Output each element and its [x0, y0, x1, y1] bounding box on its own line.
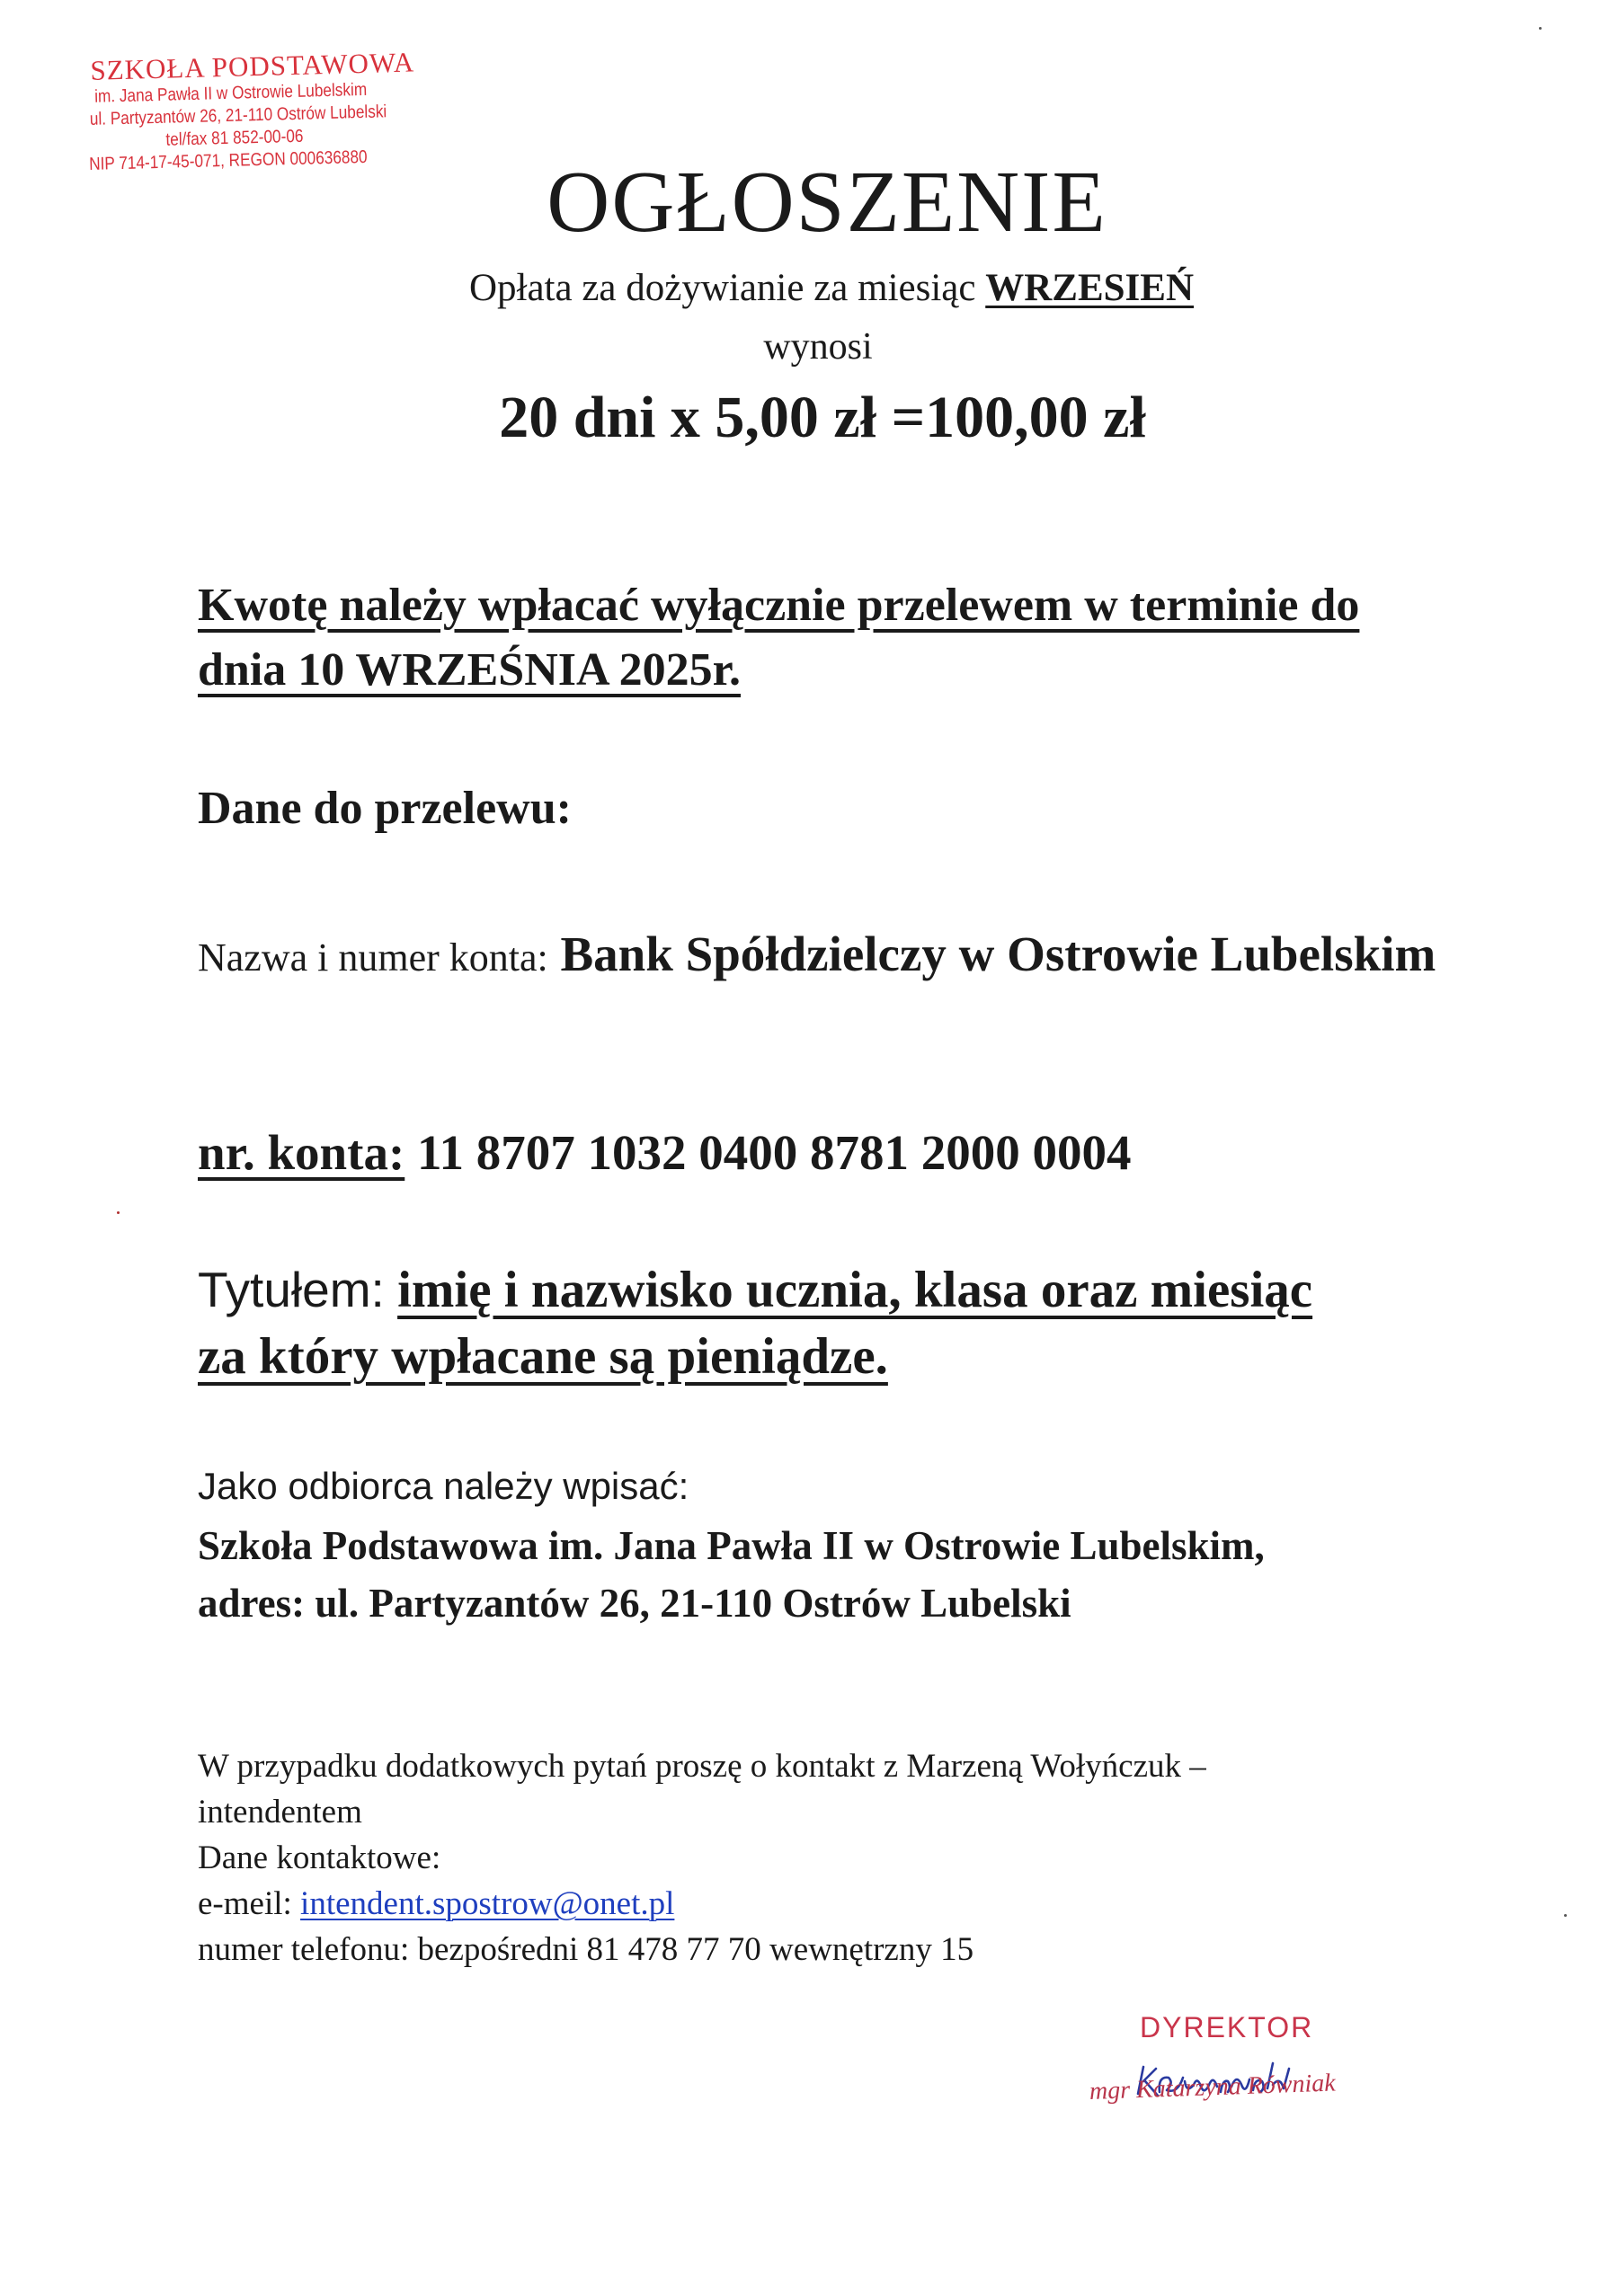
scan-speck: [1564, 1914, 1567, 1917]
contact-phone: numer telefonu: bezpośredni 81 478 77 70 wewnętrzny 15: [198, 1931, 974, 1968]
stamp-line-address: ul. Partyzantów 26, 21-110 Ostrów Lubelski: [89, 102, 387, 129]
director-label: DYREKTOR: [1140, 2011, 1314, 2043]
bank-info: [198, 920, 1474, 992]
director-name: mgr Katarzyna Równiak: [1089, 2069, 1337, 2105]
stamp-line-name: im. Jana Pawła II w Ostrowie Lubelskim: [93, 79, 368, 107]
wynosi-label: wynosi: [763, 326, 873, 368]
transfer-data-heading: Dane do przelewu:: [198, 783, 572, 834]
stamp-title: SZKOŁA PODSTAWOWA: [89, 46, 415, 86]
bank-name: Bank Spółdzielczy w Ostrowie Lubelskim: [560, 926, 1436, 981]
month-name: WRZESIEŃ: [985, 267, 1195, 309]
fee-subtitle: [0, 265, 1618, 312]
transfer-title-info: [198, 1256, 1330, 1390]
recipient-value: Szkoła Podstawowa im. Jana Pawła II w Ostrowie Lubelskim, adres: ul. Partyzantów 26, 21-110 Ostrów Lubelski: [198, 1523, 1265, 1626]
transfer-title-label: Tytułem:: [198, 1262, 385, 1317]
contact-line-role: intendentem: [198, 1794, 362, 1831]
account-info: [198, 1123, 1456, 1183]
subtitle-prefix: Opłata za dożywianie za miesiąc: [468, 267, 976, 309]
account-number: 11 8707 1032 0400 8781 2000 0004: [417, 1125, 1132, 1180]
transfer-title-value: imię i nazwisko ucznia, klasa oraz miesiąc za który wpłacane są pieniądze.: [198, 1262, 1313, 1385]
account-label: nr. konta:: [198, 1125, 405, 1180]
contact-block: [198, 1743, 1456, 1972]
recipient-label: Jako odbiorca należy wpisać:: [198, 1465, 689, 1507]
scan-speck: [117, 1211, 120, 1214]
email-link[interactable]: intendent.spostrow@onet.pl: [300, 1885, 675, 1922]
email-label: e-meil:: [198, 1885, 292, 1922]
stamp-line-nip: NIP 714-17-45-071, REGON 000636880: [88, 146, 368, 174]
contact-heading: Dane kontaktowe:: [198, 1839, 441, 1876]
scan-speck: [1539, 27, 1542, 30]
payment-deadline-warning: Kwotę należy wpłacać wyłącznie przelewem w terminie do dnia 10 WRZEŚNIA 2025r.: [198, 580, 1360, 696]
page-title: OGŁOSZENIE: [547, 154, 1107, 250]
contact-line-intro: W przypadku dodatkowych pytań proszę o kontakt z Marzeną Wołyńczuk –: [198, 1748, 1206, 1785]
contact-email-row: [198, 1881, 1456, 1927]
fee-calculation: 20 dni x 5,00 zł =100,00 zł: [499, 385, 1146, 450]
stamp-line-phone: tel/fax 81 852-00-06: [165, 126, 304, 150]
bank-label: Nazwa i numer konta:: [198, 935, 548, 980]
